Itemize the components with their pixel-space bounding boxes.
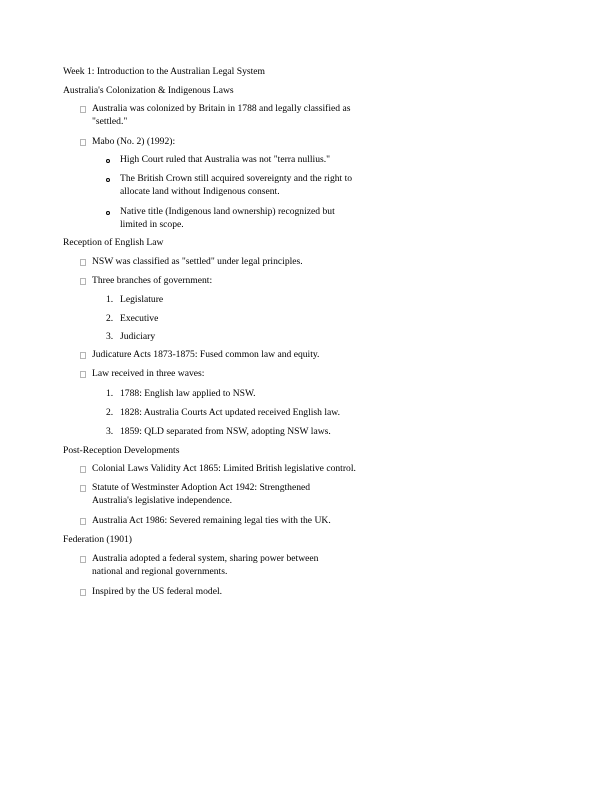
bullet-text: Law received in three waves: [92, 368, 205, 379]
sub-bullet-text-cont: allocate land without Indigenous consent. [120, 186, 280, 197]
bullet-text-cont: Australia's legislative independence. [92, 495, 232, 506]
circle-bullet-icon [106, 211, 110, 215]
list-number: 2. [106, 313, 114, 324]
sub-bullet-text: The British Crown still acquired sovereignty and the right to [120, 173, 353, 184]
square-bullet-icon [80, 485, 86, 492]
square-bullet-icon [80, 139, 86, 146]
branch-item: Legislature [120, 294, 164, 305]
wave-item: 1859: QLD separated from NSW, adopting NSW laws. [120, 426, 331, 437]
list-number: 2. [106, 407, 114, 418]
sub-bullet-text-cont: limited in scope. [120, 219, 184, 230]
bullet-text: Judicature Acts 1873-1875: Fused common law and equity. [92, 349, 320, 360]
bullet-text: Australia adopted a federal system, sharing power between [92, 553, 319, 564]
list-number: 3. [106, 331, 114, 342]
bullet-text-cont: national and regional governments. [92, 566, 228, 577]
square-bullet-icon [80, 352, 86, 359]
branch-item: Executive [120, 313, 159, 324]
square-bullet-icon [80, 466, 86, 473]
sub-bullet-text: High Court ruled that Australia was not "terra nullius." [120, 154, 331, 165]
circle-bullet-icon [106, 178, 110, 182]
bullet-text: Three branches of government: [92, 275, 213, 286]
square-bullet-icon [80, 589, 86, 596]
wave-item: 1828: Australia Courts Act updated received English law. [120, 407, 340, 418]
bullet-text: Mabo (No. 2) (1992): [92, 136, 176, 147]
bullet-text: Australia Act 1986: Severed remaining legal ties with the UK. [92, 515, 331, 526]
square-bullet-icon [80, 106, 86, 113]
wave-item: 1788: English law applied to NSW. [120, 388, 256, 399]
list-number: 3. [106, 426, 114, 437]
page-title: Week 1: Introduction to the Australian Legal System [63, 66, 265, 77]
list-number: 1. [106, 294, 114, 305]
square-bullet-icon [80, 556, 86, 563]
bullet-text-cont: "settled." [92, 116, 128, 127]
branch-item: Judiciary [120, 331, 156, 342]
square-bullet-icon [80, 371, 86, 378]
list-number: 1. [106, 388, 114, 399]
section-heading-post-reception: Post-Reception Developments [63, 445, 180, 456]
square-bullet-icon [80, 278, 86, 285]
section-heading-colonization: Australia's Colonization & Indigenous Laws [63, 85, 234, 96]
section-heading-federation: Federation (1901) [63, 534, 133, 545]
bullet-text: Statute of Westminster Adoption Act 1942: Strengthened [92, 482, 311, 493]
bullet-text: Australia was colonized by Britain in 1788 and legally classified as [92, 103, 351, 114]
section-heading-reception: Reception of English Law [63, 237, 164, 248]
bullet-text: Inspired by the US federal model. [92, 586, 223, 597]
square-bullet-icon [80, 259, 86, 266]
sub-bullet-text: Native title (Indigenous land ownership) recognized but [120, 206, 335, 217]
bullet-text: Colonial Laws Validity Act 1865: Limited British legislative control. [92, 463, 356, 474]
bullet-text: NSW was classified as "settled" under legal principles. [92, 256, 303, 267]
square-bullet-icon [80, 518, 86, 525]
circle-bullet-icon [106, 159, 110, 163]
